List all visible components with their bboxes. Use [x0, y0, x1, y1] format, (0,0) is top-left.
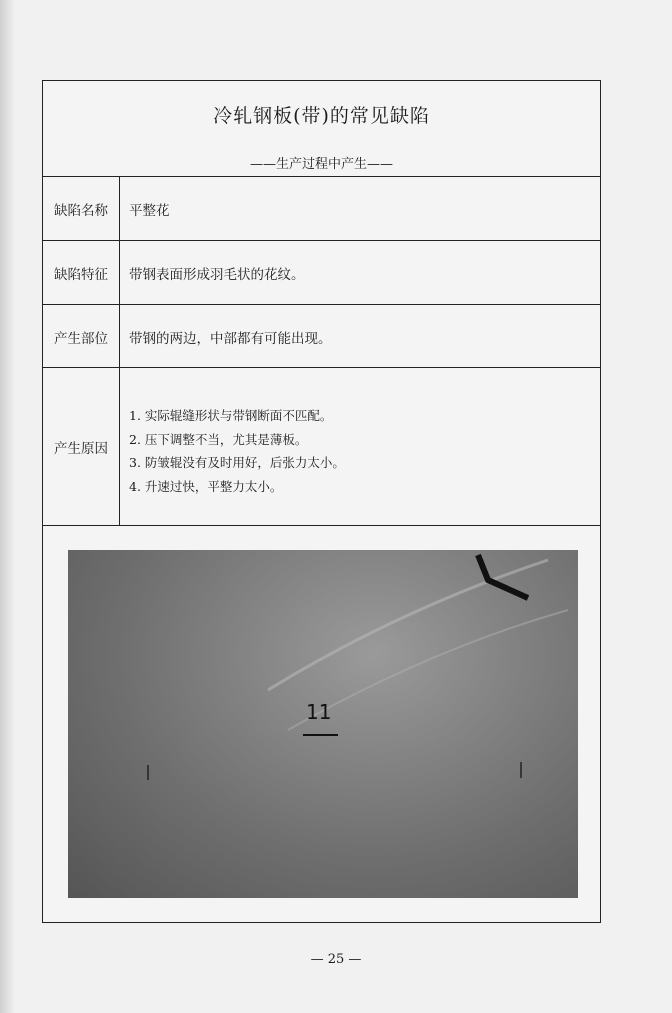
row-photo [43, 525, 600, 922]
photo-texture [68, 550, 578, 898]
row-defect-location [43, 304, 600, 368]
defect-table [42, 80, 601, 923]
scan-edge-shadow [0, 0, 14, 1013]
row-defect-name [43, 176, 600, 240]
page-subtitle: ——生产过程中产生—— [249, 157, 393, 172]
row-label: 产生原因 [43, 368, 120, 525]
row-value: 带钢表面形成羽毛状的花纹。 [129, 266, 305, 283]
cause-item: 3. 防皱辊没有及时用好，后张力太小。 [129, 455, 345, 470]
row-label: 缺陷特征 [43, 241, 120, 304]
row-defect-causes [43, 367, 600, 525]
row-defect-feature [43, 240, 600, 304]
row-label: 缺陷名称 [43, 177, 120, 240]
row-value: 平整花 [129, 202, 170, 219]
cause-item: 2. 压下调整不当，尤其是薄板。 [129, 431, 308, 447]
page-number: — 25 — [310, 952, 362, 967]
row-value: 带钢的两边，中部都有可能出现。 [129, 330, 332, 347]
row-label: 产生部位 [43, 305, 120, 368]
defect-photo [68, 550, 578, 898]
photo-mark: 11 [306, 700, 332, 724]
cause-item: 1. 实际辊缝形状与带钢断面不匹配。 [129, 408, 333, 423]
page-title: 冷轧钢板(带)的常见缺陷 [213, 105, 430, 127]
cause-list [129, 404, 345, 498]
cause-item: 4. 升速过快，平整力太小。 [129, 478, 283, 494]
